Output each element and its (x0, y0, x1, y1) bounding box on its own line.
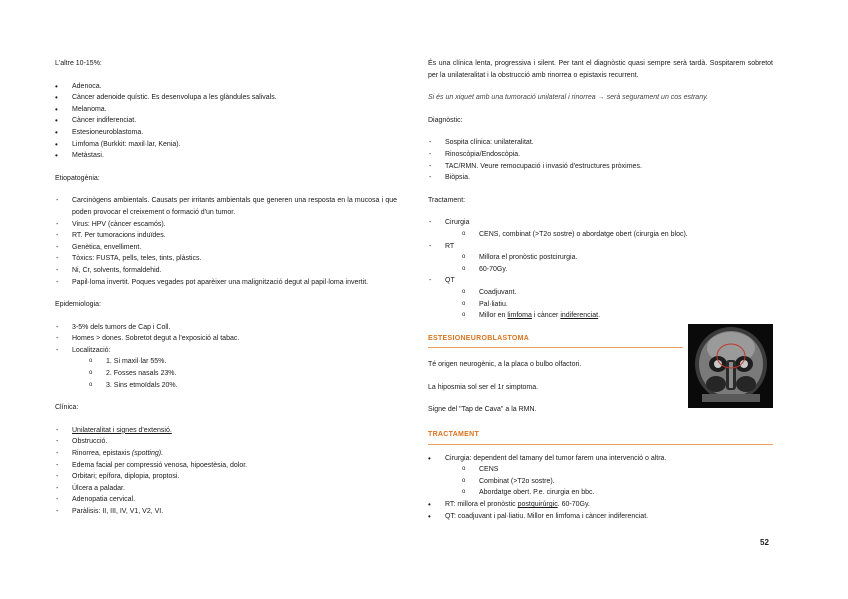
treatment2-heading: TRACTAMENT (428, 429, 773, 445)
postquirurgic-link[interactable]: postquirúrgic (517, 501, 558, 509)
mri-coronal-image (688, 324, 773, 408)
list-item: o 2. Fosses nasals 23%. (89, 368, 397, 380)
list-item: - Sospita clínica: unilateralitat. (428, 137, 773, 149)
list-item: • Càncer adenoide quístic. Es desenvolupa a les glàndules salivals. (55, 92, 397, 104)
diagnosis-list (428, 137, 773, 183)
intro-heading: L'altre 10-15%: (55, 60, 102, 67)
list-item: • Melanoma. (55, 104, 397, 116)
list-item: • Càncer indiferenciat. (55, 115, 397, 127)
list-item: • Limfoma (Burkkit: maxil·lar, Kenia). (55, 139, 397, 151)
list-item: o CENS, combinat (>T2o sostre) o abordatge obert (cirurgia en bloc). (462, 229, 773, 241)
list-item: - Paràlisis: II, III, IV, V1, V2, VI. (55, 506, 397, 518)
list-item: - Rinoscòpia/Endoscòpia. (428, 149, 773, 161)
qt-last-prefix: Millor en (479, 312, 508, 320)
rinorrea-text: Rinorrea, epistaxis (72, 450, 130, 458)
qt-last-mid: i càncer (531, 312, 561, 320)
treatment-list-rt (428, 241, 773, 253)
treatment2-section (428, 429, 773, 522)
treatment-heading: Tractament: (428, 196, 466, 204)
diagnosis-heading: Diagnòstic: (428, 116, 463, 124)
etiopathogenesis-heading: Etiopatogènia: (55, 174, 100, 182)
list-item: - 3-5% dels tumors de Cap i Coll. (55, 322, 397, 334)
clinic-first-item: Unilateralitat i signes d'extensió. (72, 426, 172, 434)
esthesio-heading: ESTESIONEUROBLASTOMA (428, 333, 683, 349)
list-item: - Homes > dones. Sobretot degut a l'exposició al tabac. (55, 333, 397, 345)
list-item: - RT. Per tumoracions induïdes. (55, 230, 397, 242)
list-item: o Pal·liatiu. (462, 299, 773, 311)
list-item: - Virus: HPV (càncer escamós). (55, 219, 397, 231)
list-item: - QT (428, 275, 773, 287)
list-item: - Biòpsia. (428, 172, 773, 184)
treatment2-list (428, 453, 773, 465)
list-item: - Genètica, envelliment. (55, 242, 397, 254)
list-item (428, 499, 773, 511)
list-item (55, 448, 397, 460)
list-item: • QT: coadjuvant i pal·liatiu. Millor en limfoma i càncer indiferenciat. (428, 511, 773, 523)
list-item: • Adenoca. (55, 81, 397, 93)
list-item: - Adenopatia cervical. (55, 494, 397, 506)
limfoma-link[interactable]: limfoma (507, 312, 532, 320)
list-item: - Orbitari; epífora, diplopia, proptosi. (55, 471, 397, 483)
list-item: - Obstrucció. (55, 436, 397, 448)
list-item: - Edema facial per compressió venosa, hipoestèsia, dolor. (55, 460, 397, 472)
list-item: - Papil·loma invertit. Poques vegades pot aparèixer una malignització degut al papil·loma invertit. (55, 277, 397, 289)
epidemiology-list (55, 322, 397, 357)
mri-scan-drawing (688, 324, 773, 408)
epidemiology-heading: Epidemiologia: (55, 301, 101, 309)
list-item: - Cirurgia (428, 217, 773, 229)
left-column (55, 58, 397, 518)
list-item: - Úlcera a paladar. (55, 483, 397, 495)
list-item: - TAC/RMN. Veure remocupació i invasió d'estructures pròximes. (428, 161, 773, 173)
list-item: • Cirurgia: dependent del tamany del tumor farem una intervenció o altra. (428, 453, 773, 465)
list-item: o 1. Si maxil·lar 55%. (89, 356, 397, 368)
list-item: o Combinat (>T2o sostre). (462, 476, 773, 488)
list-item: o Millora el pronòstic postcirurgia. (462, 252, 773, 264)
treatment-list (428, 217, 773, 229)
intro-paragraph: És una clínica lenta, progressiva i silent. Per tant el diagnòstic quasi sempre serà tardà. Sospitarem sobretot per la unilateralitat i la obstrucció amb rinorrea o epistaxis recurrent. (428, 60, 773, 79)
etiopathogenesis-list (55, 195, 397, 288)
clinic-list (55, 425, 397, 518)
list-item (462, 310, 773, 322)
esthesio-section (428, 333, 683, 416)
location-list (55, 356, 397, 391)
indiferenciat-link[interactable]: indiferenciat (560, 312, 599, 320)
right-column (428, 58, 773, 522)
list-item: - Carcinògens ambientals. Causats per irritants ambientals que generen una resposta en la mucosa i que poden provocar el creixement o formació d'un tumor. (55, 195, 397, 218)
rt-suffix: . 60-70Gy. (557, 501, 590, 509)
qt-last-suffix: . (598, 312, 601, 320)
surgery-sublist (428, 229, 773, 241)
qt-sublist (428, 287, 773, 322)
page-number: 52 (760, 538, 769, 547)
list-item: • Estesioneuroblastoma. (55, 127, 397, 139)
treatment-list-qt (428, 275, 773, 287)
list-item: - Localització: (55, 345, 397, 357)
child-note: Si és un xiquet amb una tumoració unilateral i rinorrea → serà segurament un cos estrany. (428, 94, 709, 102)
list-item: o 60-70Gy. (462, 264, 773, 276)
clinic-heading: Clínica: (55, 404, 79, 412)
list-item: o Abordatge obert. P.e. cirurgia en bbc. (462, 487, 773, 499)
esthesio-sign: Signe del "Tap de Cava" a la RMN. (428, 406, 537, 414)
list-item: - Ni, Cr, solvents, formaldehid. (55, 265, 397, 277)
list-item: o CENS (462, 464, 773, 476)
esthesio-origin: Té origen neurogènic, a la placa o bulbo olfactori. (428, 361, 582, 369)
list-item: o Coadjuvant. (462, 287, 773, 299)
rt-sublist (428, 252, 773, 275)
treatment2-list-b (428, 499, 773, 522)
spotting-text: (spotting). (131, 450, 164, 458)
tumor-types-list (55, 81, 397, 162)
list-item: - Tòxics: FUSTA, pells, teles, tints, plàstics. (55, 253, 397, 265)
treatment2-sublist (428, 464, 773, 499)
list-item (55, 425, 397, 437)
list-item: o 3. Sins etmoïdals 20%. (89, 380, 397, 392)
list-item: • Metàstasi. (55, 150, 397, 162)
list-item: - RT (428, 241, 773, 253)
esthesio-hyposmia: La hiposmia sol ser el 1r simptoma. (428, 383, 539, 391)
rt-prefix: RT: millora el pronòstic (445, 501, 518, 509)
